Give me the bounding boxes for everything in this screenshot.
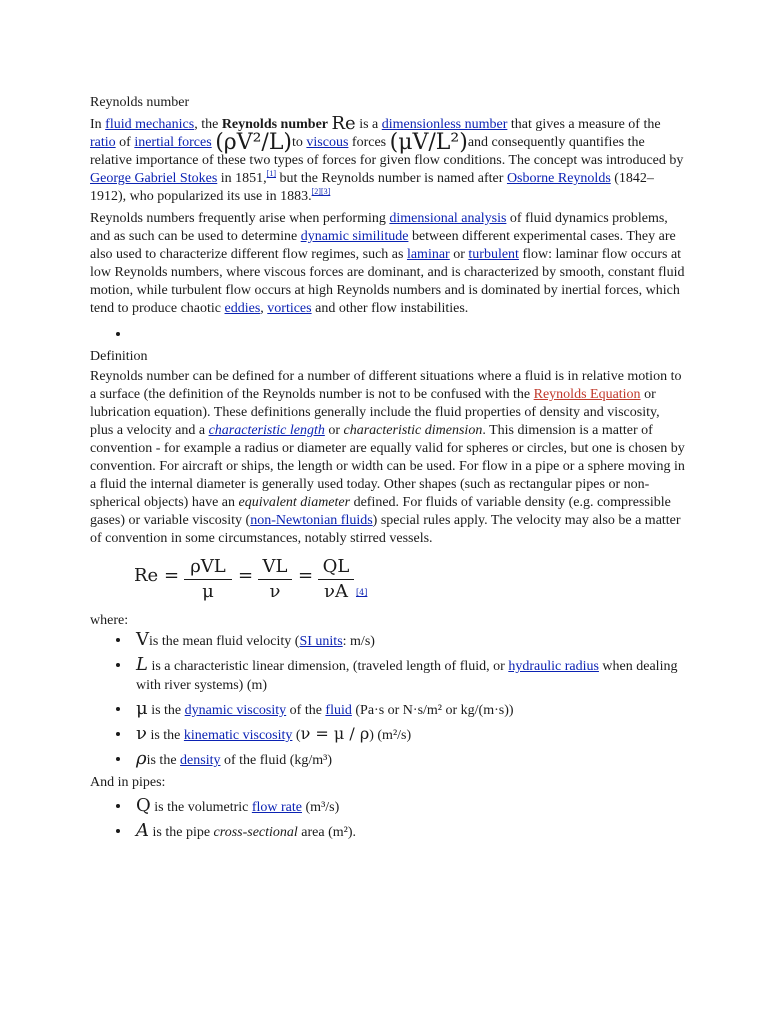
text: ) special rules apply. The velocity may also be a matter of convention in some circumstances, notably stirred vessels. bbox=[90, 513, 681, 546]
text: Reynolds numbers frequently arise when performing bbox=[90, 211, 390, 226]
nu-expression: ν = μ / ρ bbox=[300, 724, 370, 743]
link-dynamic-similitude[interactable]: dynamic similitude bbox=[300, 229, 409, 244]
formula-equals: = bbox=[298, 565, 314, 586]
definition-heading: Definition bbox=[90, 349, 148, 364]
variables-list bbox=[90, 630, 685, 770]
text: (1842–1912), who popularized its use in 1883. bbox=[90, 171, 654, 204]
list-item bbox=[90, 724, 685, 745]
link-laminar[interactable]: laminar bbox=[406, 247, 450, 262]
fraction-bar bbox=[258, 579, 292, 580]
link-ratio[interactable]: ratio bbox=[90, 135, 116, 150]
text: is the volumetric bbox=[150, 800, 252, 815]
fraction-numerator: QL bbox=[322, 556, 350, 577]
text: of the bbox=[286, 703, 326, 718]
text: defined. For fluids of variable density (e.g. compressible gases) or variable viscosity ( bbox=[90, 495, 671, 528]
fraction-denominator: μ bbox=[202, 581, 214, 602]
link-dimensionless-number[interactable]: dimensionless number bbox=[381, 117, 508, 132]
text: flow: laminar flow occurs at low Reynolds numbers, where viscous forces are dominant, and is characterized by smooth, constant fluid motion, while turbulent flow occurs at high Reynolds numbers and is dominated by inertial forces, which tend to produce chaotic bbox=[90, 247, 685, 316]
link-reynolds-equation[interactable]: Reynolds Equation bbox=[533, 387, 641, 402]
text: is a bbox=[355, 117, 382, 132]
text: but the Reynolds number is named after bbox=[275, 171, 507, 186]
text: (m³/s) bbox=[302, 800, 340, 815]
link-density[interactable]: density bbox=[180, 753, 221, 768]
text: (Pa·s or N·s/m² or kg/(m·s)) bbox=[351, 703, 514, 718]
ref-2-3[interactable]: [2][3] bbox=[311, 187, 331, 196]
link-si-units[interactable]: SI units bbox=[299, 634, 343, 649]
viscous-expression: (μV/L²) bbox=[389, 130, 468, 155]
term-cross-sectional: cross-sectional bbox=[213, 825, 298, 840]
link-turbulent[interactable]: turbulent bbox=[468, 247, 519, 262]
pipe-variables-list bbox=[90, 796, 685, 842]
link-fluid-mechanics[interactable]: fluid mechanics bbox=[105, 117, 195, 132]
link-eddies[interactable]: eddies bbox=[224, 301, 261, 316]
fraction-denominator: νA bbox=[324, 581, 348, 602]
page-title: Reynolds number bbox=[90, 95, 190, 110]
text: . This dimension is a matter of convention - for example a radius or diameter are equally valid for spheres or circles, but one is chosen by convention. For aircraft or ships, the length or width can be used. For flow in a pipe or a sphere moving in a fluid the internal diameter is generally used today. Other shapes (such as rectangular pipes or non-spherical objects) have an bbox=[90, 423, 685, 510]
text: or lubrication equation). These definitions generally include the fluid properties of density and viscosity, plus a velocity and a bbox=[90, 387, 660, 438]
pipes-label: And in pipes: bbox=[90, 775, 166, 790]
list-item bbox=[90, 821, 685, 842]
text: and consequently quantifies the relative importance of these two types of forces for given flow conditions. The concept was introduced by bbox=[90, 135, 684, 168]
text: of bbox=[115, 135, 135, 150]
formula-fraction-2 bbox=[258, 556, 292, 603]
fraction-bar bbox=[184, 579, 232, 580]
text: when dealing with river systems) (m) bbox=[136, 659, 678, 693]
link-flow-rate[interactable]: flow rate bbox=[251, 800, 303, 815]
symbol-rho: ρ bbox=[136, 748, 147, 769]
text: is a characteristic linear dimension, (traveled length of fluid, or bbox=[147, 659, 509, 674]
link-fluid[interactable]: fluid bbox=[325, 703, 352, 718]
text: is the mean fluid velocity ( bbox=[149, 634, 300, 649]
where-label: where: bbox=[90, 613, 129, 628]
text: is the bbox=[146, 728, 184, 743]
text: : m/s) bbox=[342, 634, 375, 649]
formula-lhs: Re bbox=[134, 565, 159, 586]
re-symbol: Re bbox=[331, 113, 356, 134]
text: of fluid dynamics problems, and as such can be used to determine bbox=[90, 211, 668, 244]
reynolds-formula bbox=[134, 552, 685, 612]
term-equivalent-diameter: equivalent diameter bbox=[238, 495, 351, 510]
text: that gives a measure of the bbox=[507, 117, 661, 132]
fraction-bar bbox=[318, 579, 354, 580]
list-item bbox=[90, 699, 685, 720]
list-item bbox=[90, 655, 685, 695]
ref-4[interactable]: [4] bbox=[356, 588, 368, 597]
symbol-v: V bbox=[136, 629, 149, 650]
link-non-newtonian-fluids[interactable]: non-Newtonian fluids bbox=[250, 513, 373, 528]
text: is the pipe bbox=[149, 825, 214, 840]
link-osborne-reynolds[interactable]: Osborne Reynolds bbox=[506, 171, 611, 186]
formula-equals: = bbox=[164, 565, 180, 586]
text: to bbox=[292, 135, 307, 150]
fraction-numerator: ρVL bbox=[190, 556, 226, 577]
link-george-gabriel-stokes[interactable]: George Gabriel Stokes bbox=[90, 171, 218, 186]
text: In bbox=[90, 117, 106, 132]
fraction-numerator: VL bbox=[262, 556, 288, 577]
text: Reynolds number can be defined for a number of different situations where a fluid is in relative motion to a surface (the definition of the Reynolds number is not to be confused with the bbox=[90, 369, 682, 402]
article bbox=[90, 94, 685, 846]
formula-equals: = bbox=[238, 565, 254, 586]
text: of the fluid (kg/m³) bbox=[220, 753, 333, 768]
text: is the bbox=[147, 703, 185, 718]
text: forces bbox=[348, 135, 390, 150]
list-item bbox=[90, 796, 685, 817]
link-vortices[interactable]: vortices bbox=[267, 301, 312, 316]
text: or bbox=[449, 247, 469, 262]
link-hydraulic-radius[interactable]: hydraulic radius bbox=[508, 659, 599, 674]
symbol-a: A bbox=[136, 820, 149, 841]
fraction-denominator: ν bbox=[269, 581, 281, 602]
text: area (m²). bbox=[297, 825, 357, 840]
text: is the bbox=[146, 753, 181, 768]
symbol-mu: μ bbox=[136, 698, 148, 719]
list-item bbox=[90, 630, 685, 651]
text: and other flow instabilities. bbox=[311, 301, 469, 316]
definition-paragraph bbox=[90, 368, 685, 548]
text: ( bbox=[292, 728, 301, 743]
link-inertial-forces[interactable]: inertial forces bbox=[134, 135, 212, 150]
text: or bbox=[324, 423, 344, 438]
link-viscous[interactable]: viscous bbox=[306, 135, 349, 150]
text: between different experimental cases. They are also used to characterize different flow regimes, such as bbox=[90, 229, 676, 262]
text: , the bbox=[194, 117, 222, 132]
text: , bbox=[260, 301, 268, 316]
symbol-q: Q bbox=[136, 795, 151, 816]
intro-paragraph bbox=[90, 115, 685, 206]
symbol-l: L bbox=[136, 654, 148, 675]
text: ) (m²/s) bbox=[369, 728, 412, 743]
link-characteristic-length[interactable]: characteristic length bbox=[208, 423, 325, 438]
regimes-paragraph bbox=[90, 210, 685, 318]
empty-bullet bbox=[90, 324, 685, 346]
term-characteristic-dimension: characteristic dimension bbox=[343, 423, 483, 438]
term-reynolds-number: Reynolds number bbox=[221, 117, 328, 132]
link-kinematic-viscosity[interactable]: kinematic viscosity bbox=[183, 728, 293, 743]
symbol-nu: ν bbox=[136, 723, 147, 744]
list-item bbox=[90, 749, 685, 770]
text: in 1851, bbox=[217, 171, 267, 186]
inertial-expression: (ρV²/L) bbox=[215, 130, 293, 155]
link-dynamic-viscosity[interactable]: dynamic viscosity bbox=[184, 703, 287, 718]
ref-1[interactable]: [1] bbox=[266, 169, 276, 178]
formula-fraction-3 bbox=[318, 556, 354, 603]
formula-fraction-1 bbox=[184, 556, 232, 603]
link-dimensional-analysis[interactable]: dimensional analysis bbox=[389, 211, 507, 226]
